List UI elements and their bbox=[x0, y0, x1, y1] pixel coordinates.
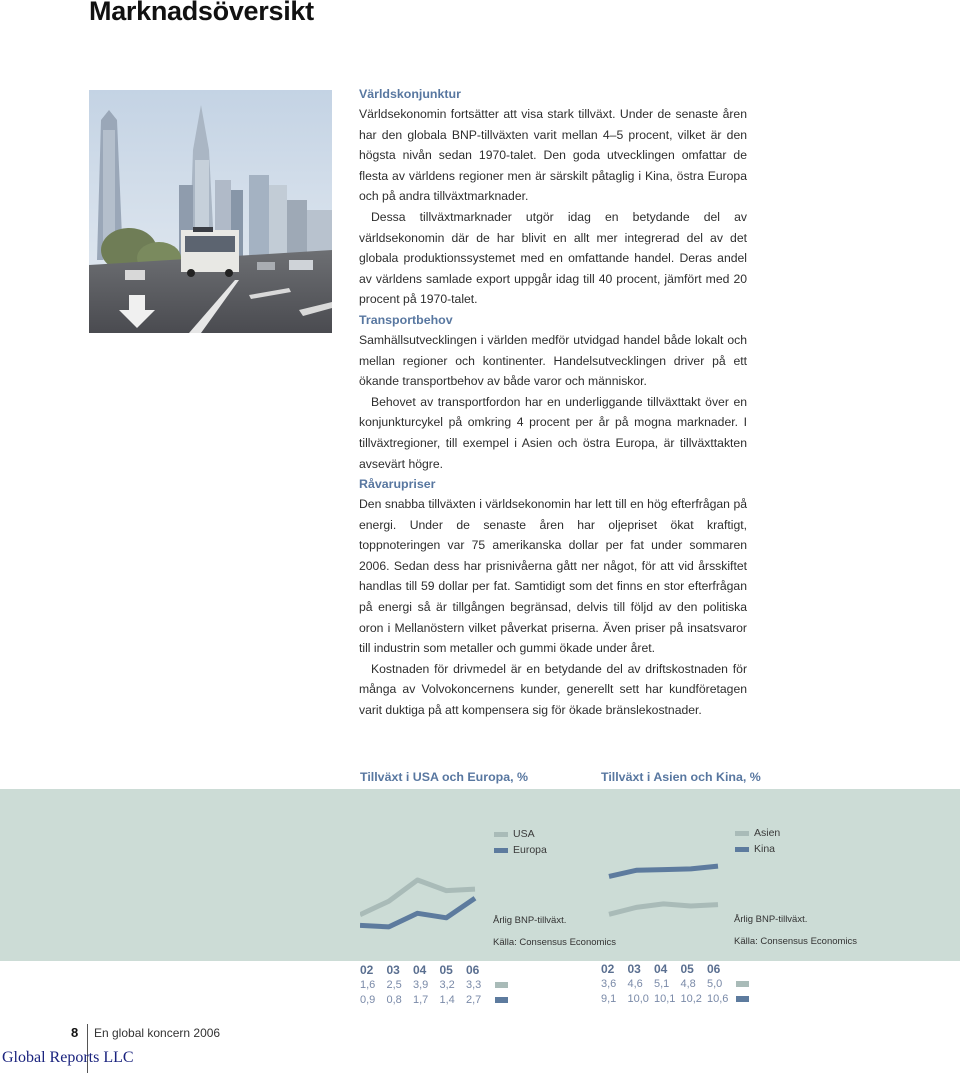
table-cell: 9,1 bbox=[601, 992, 617, 1005]
table-cell: 10,1 bbox=[654, 992, 676, 1005]
paragraph: Den snabba tillväxten i världsekonomin har lett till en hög efterfrågan på energi. Under de senaste åren har oljepriset ökat kraftigt, toppnoteringen var 75 amerikanska dollar per fat under sommaren 2006. Sedan dess har prisnivåerna gått ner något, för att vid årsskiftet handlas till 59 dollar per fat. Samtidigt som det finns en stor efterfrågan på energi så är tillgången begränsad, delvis till följd av den politiska oron i Mellanöstern vilket påverkat priserna. Även priser på insatsvaror till industrin som metaller och gummi ökade under året. bbox=[359, 497, 747, 656]
table-row-asien bbox=[601, 976, 749, 991]
table-cell: 10,0 bbox=[627, 992, 649, 1005]
table-header-cell: 02 bbox=[360, 962, 374, 977]
table-cell: 4,8 bbox=[680, 977, 696, 990]
table-cell: 2,7 bbox=[466, 993, 482, 1006]
table-header-cell: 06 bbox=[466, 962, 480, 977]
table-header-cell: 05 bbox=[680, 961, 694, 976]
legend-label-europa: Europa bbox=[513, 844, 547, 856]
legend-swatch-europa bbox=[494, 848, 508, 853]
series-line-asien bbox=[609, 904, 718, 914]
watermark: Global Reports LLC bbox=[2, 1049, 134, 1066]
table-header-cell: 06 bbox=[707, 961, 721, 976]
table-cell: 3,6 bbox=[601, 977, 617, 990]
legend-swatch-usa bbox=[494, 832, 508, 837]
legend-label-kina: Kina bbox=[754, 843, 776, 855]
paragraph: Världsekonomin fortsätter att visa stark tillväxt. Under de senaste åren har den globala BNP-tillväxten varit mellan 4–5 procent, vilket är den högsta nivån sedan 1970-talet. Den goda utvecklingen omfattar de flesta av världens regioner men är särskilt påtaglig i Kina, östra Europa och på andra tillväxtmarknader. bbox=[359, 107, 747, 204]
table-cell: 1,4 bbox=[439, 993, 455, 1006]
table-header-cell: 04 bbox=[413, 962, 427, 977]
series-line-kina bbox=[609, 866, 718, 876]
row-swatch-asien bbox=[736, 981, 749, 987]
table-header-cell: 04 bbox=[654, 961, 668, 976]
paragraph: Behovet av transportfordon har en underliggande tillväxttakt över en konjunkturcykel på omkring 4 procent per år på mogna marknader. I tillväxtregioner, till exempel i Asien och östra Europa, är tillväxttakten avsevärt högre. bbox=[359, 394, 747, 471]
table-cell: 10,2 bbox=[680, 992, 702, 1005]
note-source: Källa: Consensus Economics bbox=[734, 936, 858, 947]
series-line-europa bbox=[360, 898, 475, 927]
row-swatch-usa bbox=[495, 982, 508, 988]
table-cell: 0,9 bbox=[360, 993, 376, 1006]
legend-usa-europa bbox=[494, 826, 547, 858]
table-header-row bbox=[601, 961, 749, 976]
legend-swatch-asien bbox=[735, 831, 749, 836]
table-header-cell: 02 bbox=[601, 961, 615, 976]
legend-label-usa: USA bbox=[513, 828, 535, 840]
legend-swatch-kina bbox=[735, 847, 749, 852]
table-cell: 4,6 bbox=[627, 977, 643, 990]
paragraph: Kostnaden för drivmedel är en betydande del av driftskostnaden för många av Volvokoncernens kunder, generellt sett har kundföretagen varit duktiga på att kompensera sig för ökade bränslekostnader. bbox=[359, 661, 747, 717]
table-row-usa bbox=[360, 977, 508, 992]
data-table-usa-europa bbox=[360, 962, 508, 1007]
table-header-row bbox=[360, 962, 508, 977]
table-header-cell: 03 bbox=[386, 962, 400, 977]
city-street-photo bbox=[89, 90, 332, 333]
row-swatch-kina bbox=[736, 996, 749, 1002]
page-number: 8 bbox=[71, 1025, 79, 1040]
note-source: Källa: Consensus Economics bbox=[493, 937, 617, 948]
row-swatch-europa bbox=[495, 997, 508, 1003]
section-ravarupriser bbox=[359, 474, 747, 721]
table-header-cell: 03 bbox=[627, 961, 641, 976]
table-header-cell: 05 bbox=[439, 962, 453, 977]
chart-title-asien-kina: Tillväxt i Asien och Kina, % bbox=[601, 770, 761, 784]
section-transportbehov bbox=[359, 310, 747, 474]
chart-note-asien-kina bbox=[734, 909, 857, 953]
table-cell: 5,1 bbox=[654, 977, 670, 990]
table-cell: 3,3 bbox=[466, 978, 482, 991]
chart-title-usa-europa: Tillväxt i USA och Europa, % bbox=[360, 770, 528, 784]
table-cell: 10,6 bbox=[707, 992, 729, 1005]
legend-asien-kina bbox=[735, 825, 780, 857]
table-cell: 3,9 bbox=[413, 978, 429, 991]
table-row-europa bbox=[360, 992, 508, 1007]
table-cell: 5,0 bbox=[707, 977, 723, 990]
table-cell: 1,7 bbox=[413, 993, 429, 1006]
table-cell: 3,2 bbox=[439, 978, 455, 991]
section-varldskonjunktur bbox=[359, 84, 747, 310]
table-cell: 2,5 bbox=[386, 978, 402, 991]
paragraph: Samhällsutvecklingen i världen medför utvidgad handel både lokalt och mellan regioner och kontinenter. Handelsutvecklingen driver på ett ökande transportbehov av både varor och människor. bbox=[359, 333, 747, 389]
data-table-asien-kina bbox=[601, 961, 749, 1006]
table-cell: 1,6 bbox=[360, 978, 376, 991]
legend-label-asien: Asien bbox=[754, 827, 781, 839]
section-heading: Världskonjunktur bbox=[359, 87, 461, 101]
section-heading: Transportbehov bbox=[359, 313, 453, 327]
chart-note-usa-europa bbox=[493, 910, 616, 954]
paragraph: Dessa tillväxtmarknader utgör idag en betydande del av världsekonomin där de har blivit en allt mer integrerad del av det globala produktionssystemet med en omfattande handel. Deras andel av världens samlade export uppgår idag till 40 procent, jämfört med 20 procent på 1970-talet. bbox=[359, 209, 747, 307]
section-heading: Råvarupriser bbox=[359, 477, 436, 491]
note-label: Årlig BNP-tillväxt. bbox=[734, 914, 808, 925]
footer-text: En global koncern 2006 bbox=[94, 1026, 221, 1040]
note-label: Årlig BNP-tillväxt. bbox=[493, 915, 567, 926]
page-title: Marknadsöversikt bbox=[89, 0, 314, 26]
table-row-kina bbox=[601, 991, 749, 1006]
table-cell: 0,8 bbox=[386, 993, 402, 1006]
